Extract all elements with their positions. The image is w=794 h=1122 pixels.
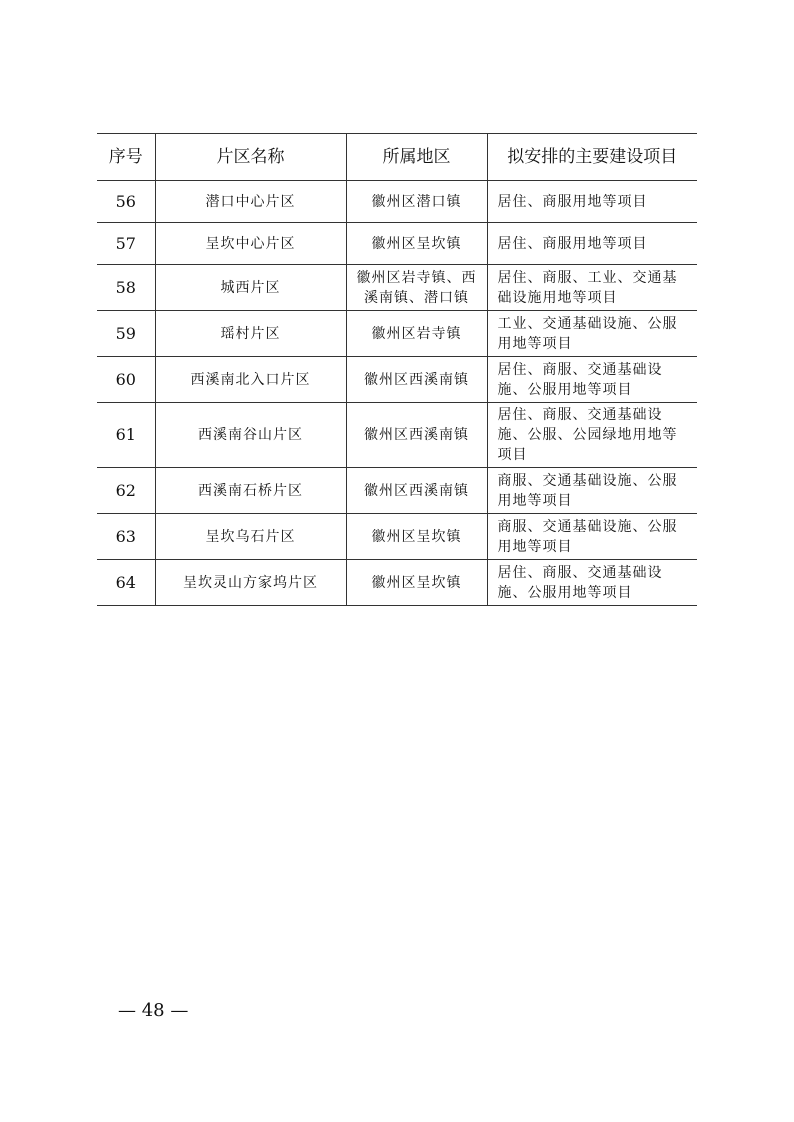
row-area-name: 潜口中心片区: [155, 181, 346, 223]
row-area-name: 瑶村片区: [155, 311, 346, 357]
table-row: [97, 514, 697, 560]
row-area-name: 西溪南北入口片区: [155, 357, 346, 403]
row-projects: 居住、商服、交通基础设施、公服用地等项目: [487, 560, 697, 606]
row-region: 徽州区西溪南镇: [346, 468, 487, 514]
row-region: 徽州区潜口镇: [346, 181, 487, 223]
row-number: 63: [97, 514, 155, 560]
row-number: 56: [97, 181, 155, 223]
table-row: [97, 357, 697, 403]
header-region: 所属地区: [346, 134, 487, 181]
row-projects: 居住、商服、交通基础设施、公服、公园绿地用地等项目: [487, 403, 697, 468]
row-region: 徽州区岩寺镇: [346, 311, 487, 357]
table-header-row: [97, 134, 697, 181]
table-row: [97, 560, 697, 606]
table-row: [97, 181, 697, 223]
header-name: 片区名称: [155, 134, 346, 181]
row-area-name: 西溪南谷山片区: [155, 403, 346, 468]
row-projects: 商服、交通基础设施、公服用地等项目: [487, 468, 697, 514]
table-row: [97, 265, 697, 311]
project-table: [97, 133, 697, 606]
row-projects: 居住、商服、工业、交通基础设施用地等项目: [487, 265, 697, 311]
table-row: [97, 403, 697, 468]
row-area-name: 城西片区: [155, 265, 346, 311]
table-row: [97, 468, 697, 514]
row-number: 61: [97, 403, 155, 468]
row-region: 徽州区呈坎镇: [346, 514, 487, 560]
row-number: 59: [97, 311, 155, 357]
row-region: 徽州区西溪南镇: [346, 357, 487, 403]
row-area-name: 呈坎中心片区: [155, 223, 346, 265]
row-area-name: 西溪南石桥片区: [155, 468, 346, 514]
row-number: 62: [97, 468, 155, 514]
row-number: 60: [97, 357, 155, 403]
row-number: 64: [97, 560, 155, 606]
page-number: — 48 —: [118, 1000, 189, 1021]
row-projects: 居住、商服用地等项目: [487, 223, 697, 265]
row-projects: 居住、商服、交通基础设施、公服用地等项目: [487, 357, 697, 403]
row-area-name: 呈坎灵山方家坞片区: [155, 560, 346, 606]
row-region: 徽州区呈坎镇: [346, 223, 487, 265]
header-projects: 拟安排的主要建设项目: [487, 134, 697, 181]
row-number: 57: [97, 223, 155, 265]
row-number: 58: [97, 265, 155, 311]
table-row: [97, 223, 697, 265]
table-body: [97, 181, 697, 606]
row-region: 徽州区岩寺镇、西溪南镇、潜口镇: [346, 265, 487, 311]
header-no: 序号: [97, 134, 155, 181]
row-projects: 商服、交通基础设施、公服用地等项目: [487, 514, 697, 560]
row-projects: 居住、商服用地等项目: [487, 181, 697, 223]
row-region: 徽州区西溪南镇: [346, 403, 487, 468]
row-area-name: 呈坎乌石片区: [155, 514, 346, 560]
table-row: [97, 311, 697, 357]
row-region: 徽州区呈坎镇: [346, 560, 487, 606]
row-projects: 工业、交通基础设施、公服用地等项目: [487, 311, 697, 357]
